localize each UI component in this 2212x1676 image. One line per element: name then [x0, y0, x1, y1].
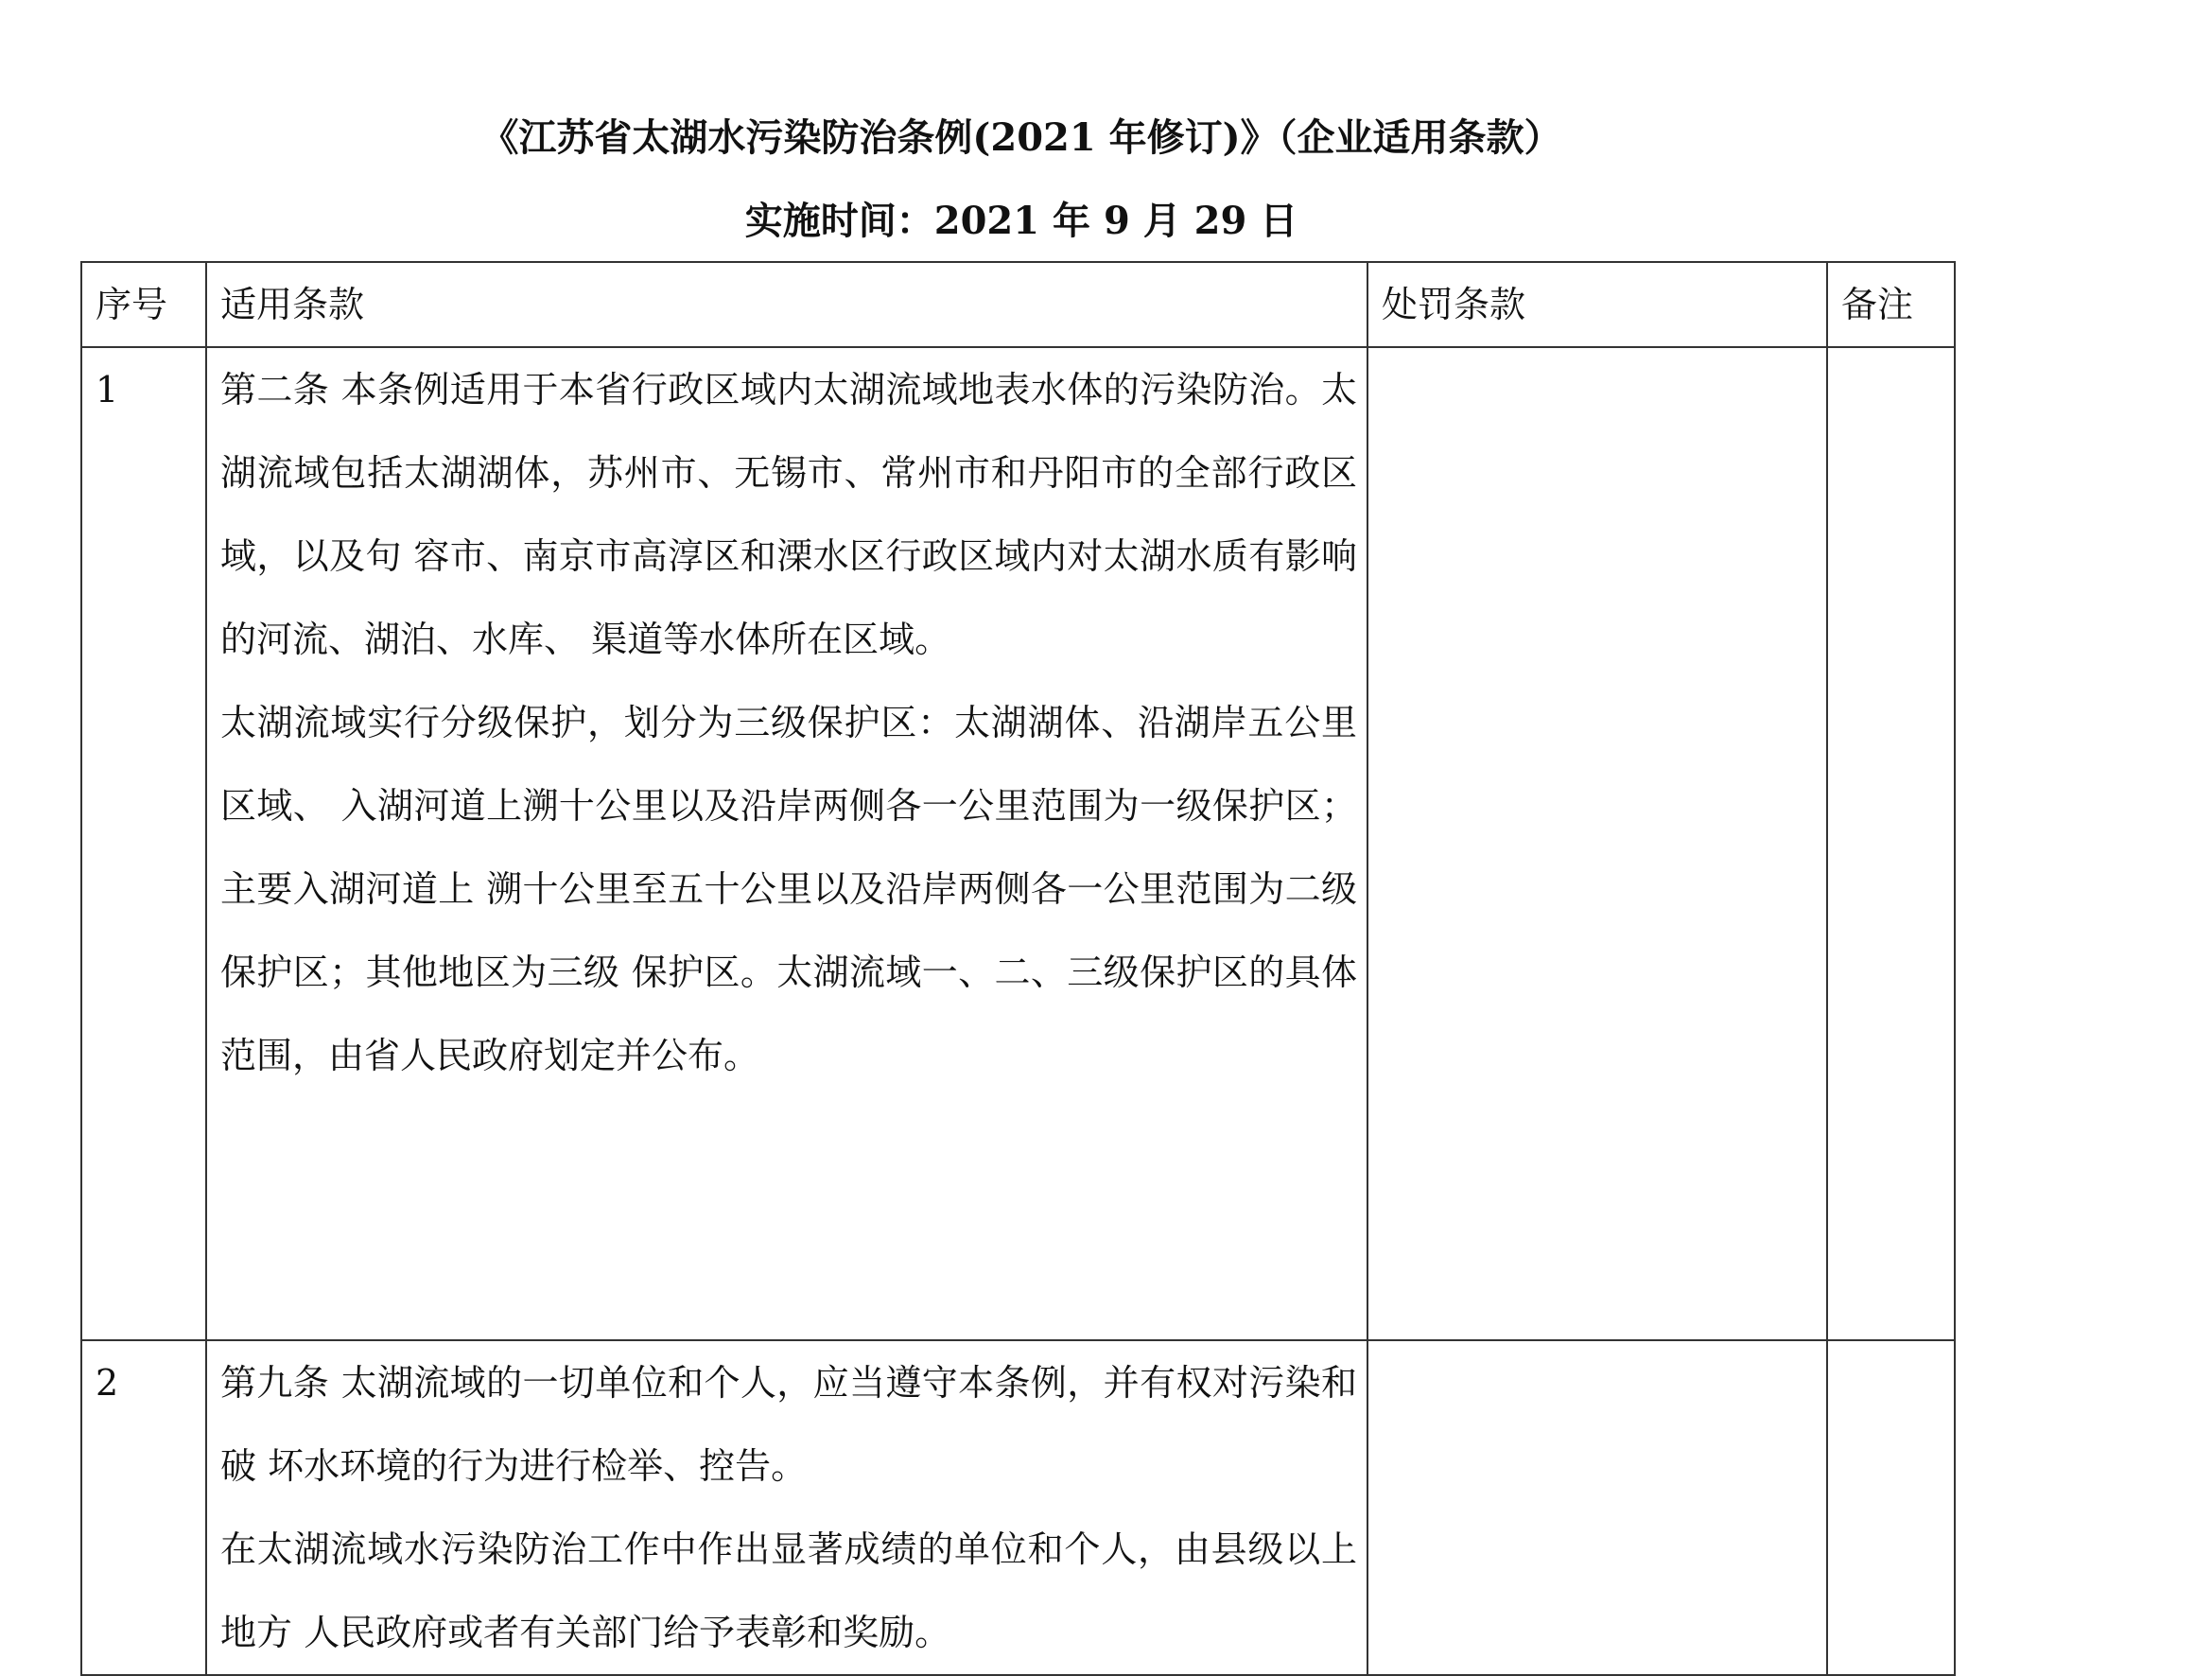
table-row	[81, 1340, 1955, 1675]
clause-paragraph: 太湖流域实行分级保护，划分为三级保护区：太湖湖体、沿湖岸五公里区域、 入湖河道上溯十公里以及沿岸两侧各一公里范围为一级保护区；主要入湖河道上 溯十公里至五十公里以及沿岸两侧各一公里范围为二级保护区；其他地区为三级 保护区。太湖流域一、二、三级保护区的具体范围，由省人民政府划定并公布。	[220, 702, 1357, 1076]
penalty-cell	[1367, 1340, 1827, 1675]
row-number: 1	[81, 347, 206, 1340]
penalty-cell	[1367, 347, 1827, 1340]
document-title: 《江苏省太湖水污染防治条例(2021 年修订)》（企业适用条款）	[480, 115, 1562, 160]
clause-table	[80, 261, 1956, 1676]
row-number: 2	[81, 1340, 206, 1675]
note-cell	[1827, 1340, 1955, 1675]
header-applicable-clause: 适用条款	[206, 262, 1367, 347]
table-header-row	[81, 262, 1955, 347]
header-number: 序号	[81, 262, 206, 347]
note-cell	[1827, 347, 1955, 1340]
table-row	[81, 347, 1955, 1340]
header-note: 备注	[1827, 262, 1955, 347]
clause-cell	[206, 1340, 1367, 1675]
clause-paragraph: 第二条 本条例适用于本省行政区域内太湖流域地表水体的污染防治。太湖流域包括太湖湖体，苏州市、无锡市、常州市和丹阳市的全部行政区域，以及句 容市、南京市高淳区和溧水区行政区域内对太湖水质有影响的河流、湖泊、水库、 渠道等水体所在区域。	[220, 369, 1357, 660]
effective-date: 实施时间：2021 年 9 月 29 日	[744, 199, 1298, 243]
clause-paragraph: 在太湖流域水污染防治工作中作出显著成绩的单位和个人，由县级以上地方 人民政府或者有关部门给予表彰和奖励。	[220, 1528, 1357, 1653]
clause-paragraph: 第九条 太湖流域的一切单位和个人，应当遵守本条例，并有权对污染和破 坏水环境的行为进行检举、控告。	[220, 1362, 1357, 1487]
clause-cell	[206, 347, 1367, 1340]
header-penalty-clause: 处罚条款	[1367, 262, 1827, 347]
